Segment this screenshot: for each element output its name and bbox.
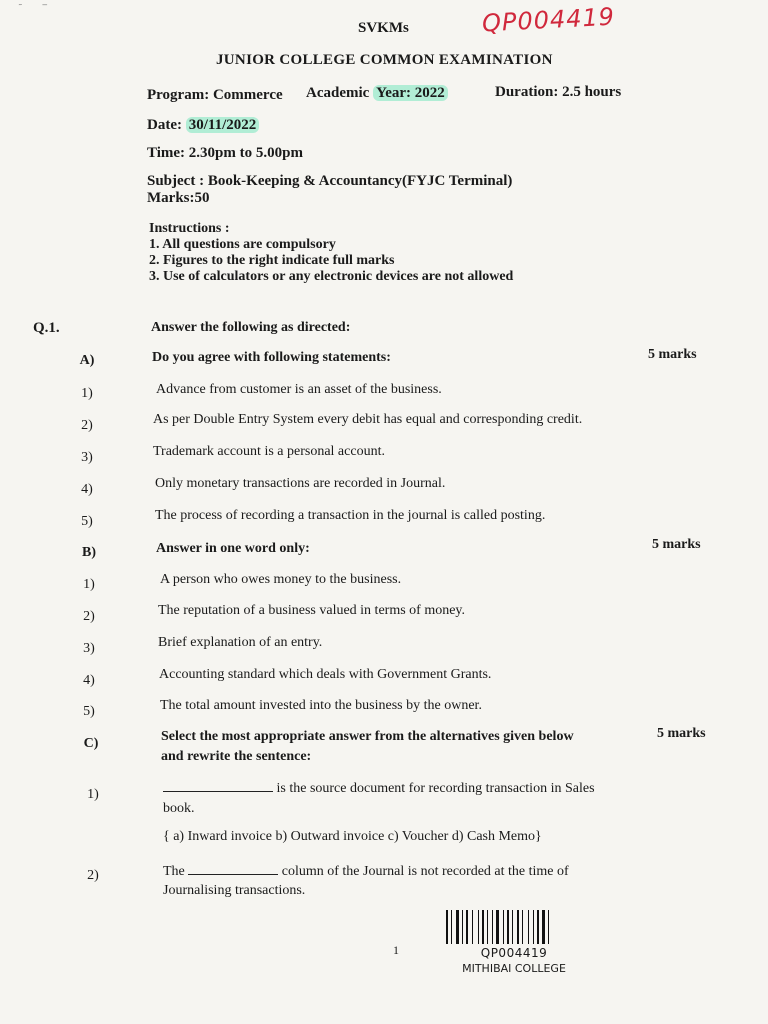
- barcode: [446, 910, 582, 944]
- section-marks: 5 marks: [657, 726, 706, 741]
- section-marks: 5 marks: [648, 347, 697, 362]
- item-number: 5): [83, 704, 95, 719]
- item-number: 4): [83, 673, 95, 688]
- item-text-after-blank: is the source document for recording transaction in Sales: [276, 781, 595, 796]
- barcode-bar: [503, 910, 504, 944]
- item-text: [163, 779, 595, 797]
- academic-year-label: Academic: [306, 85, 370, 101]
- item-number: 1): [81, 386, 93, 401]
- item-number: 4): [81, 482, 93, 497]
- section-title: Answer in one word only:: [156, 541, 310, 556]
- barcode-code: QP004419: [480, 946, 548, 960]
- instruction-item: 3. Use of calculators or any electronic devices are not allowed: [149, 269, 514, 284]
- barcode-bar: [548, 910, 549, 944]
- org-name: SVKMs: [358, 20, 409, 36]
- item-text: [163, 862, 569, 880]
- fill-blank: [163, 779, 273, 792]
- barcode-bar: [542, 910, 545, 944]
- barcode-bar: [517, 910, 519, 944]
- barcode-bar: [507, 910, 509, 944]
- item-number: 3): [81, 450, 93, 465]
- item-number: 5): [81, 514, 93, 529]
- item-number: 2): [81, 418, 93, 433]
- barcode-bar: [456, 910, 459, 944]
- barcode-bar: [487, 910, 488, 944]
- section-title-continued: and rewrite the sentence:: [161, 749, 312, 764]
- item-text: Accounting standard which deals with Government Grants.: [159, 667, 492, 682]
- barcode-bar: [466, 910, 468, 944]
- barcode-bar: [482, 910, 484, 944]
- section-title: Select the most appropriate answer from the alternatives given below: [161, 729, 574, 744]
- date-label: Date:: [147, 117, 182, 133]
- barcode-label: [440, 908, 588, 978]
- scan-mark: ˜ ‾: [18, 4, 48, 14]
- barcode-bar: [496, 910, 499, 944]
- date-value: 30/11/2022: [186, 117, 260, 133]
- item-text: Advance from customer is an asset of the business.: [156, 382, 442, 397]
- duration: Duration: 2.5 hours: [495, 84, 622, 100]
- item-text-after-blank: column of the Journal is not recorded at the time of: [281, 864, 569, 879]
- barcode-bar: [537, 910, 539, 944]
- item-text-continued: Journalising transactions.: [163, 883, 306, 898]
- academic-year-value: Year: 2022: [373, 85, 448, 101]
- item-text: Brief explanation of an entry.: [158, 635, 323, 650]
- section-label: C): [83, 736, 99, 751]
- item-number: 2): [83, 609, 95, 624]
- section-label: B): [82, 545, 96, 560]
- barcode-bar: [478, 910, 479, 944]
- instructions-title: Instructions :: [149, 221, 230, 236]
- section-title: Do you agree with following statements:: [152, 350, 391, 365]
- program: Program: Commerce: [147, 87, 283, 103]
- instruction-item: 2. Figures to the right indicate full marks: [149, 253, 395, 268]
- barcode-bar: [446, 910, 448, 944]
- instruction-item: 1. All questions are compulsory: [149, 237, 336, 252]
- item-number: 1): [83, 577, 95, 592]
- total-marks: Marks:50: [147, 190, 210, 206]
- subject: Subject : Book-Keeping & Accountancy(FYJC Terminal): [147, 173, 513, 189]
- barcode-bar: [472, 910, 473, 944]
- barcode-bar: [528, 910, 529, 944]
- page-number: 1: [393, 943, 399, 957]
- exam-time: Time: 2.30pm to 5.00pm: [147, 145, 303, 161]
- item-number: 2): [87, 868, 99, 883]
- section-marks: 5 marks: [652, 537, 701, 552]
- item-text: The process of recording a transaction in the journal is called posting.: [155, 508, 546, 523]
- fill-blank: [188, 862, 278, 875]
- item-text: The reputation of a business valued in terms of money.: [158, 603, 466, 618]
- item-options: { a) Inward invoice b) Outward invoice c) Voucher d) Cash Memo}: [163, 829, 542, 844]
- item-text: The total amount invested into the business by the owner.: [160, 698, 482, 713]
- barcode-bar: [492, 910, 493, 944]
- item-text: Only monetary transactions are recorded in Journal.: [155, 476, 446, 491]
- item-text: Trademark account is a personal account.: [153, 444, 385, 459]
- item-number: 1): [87, 787, 99, 802]
- exam-title: JUNIOR COLLEGE COMMON EXAMINATION: [216, 52, 553, 68]
- question-number: Q.1.: [33, 320, 60, 336]
- item-text-continued: book.: [163, 801, 195, 816]
- barcode-bar: [522, 910, 523, 944]
- item-text: A person who owes money to the business.: [160, 572, 402, 587]
- question-directive: Answer the following as directed:: [151, 320, 351, 335]
- barcode-bar: [533, 910, 534, 944]
- date: [147, 117, 259, 134]
- item-number: 3): [83, 641, 95, 656]
- item-text-before-blank: The: [163, 864, 185, 879]
- section-label: A): [79, 353, 95, 368]
- barcode-college: MITHIBAI COLLEGE: [462, 962, 566, 975]
- barcode-bar: [512, 910, 513, 944]
- barcode-bar: [462, 910, 463, 944]
- academic-year: [306, 85, 448, 102]
- barcode-bar: [451, 910, 452, 944]
- item-text: As per Double Entry System every debit has equal and corresponding credit.: [153, 412, 583, 427]
- handwritten-reference: QP004419: [481, 2, 616, 38]
